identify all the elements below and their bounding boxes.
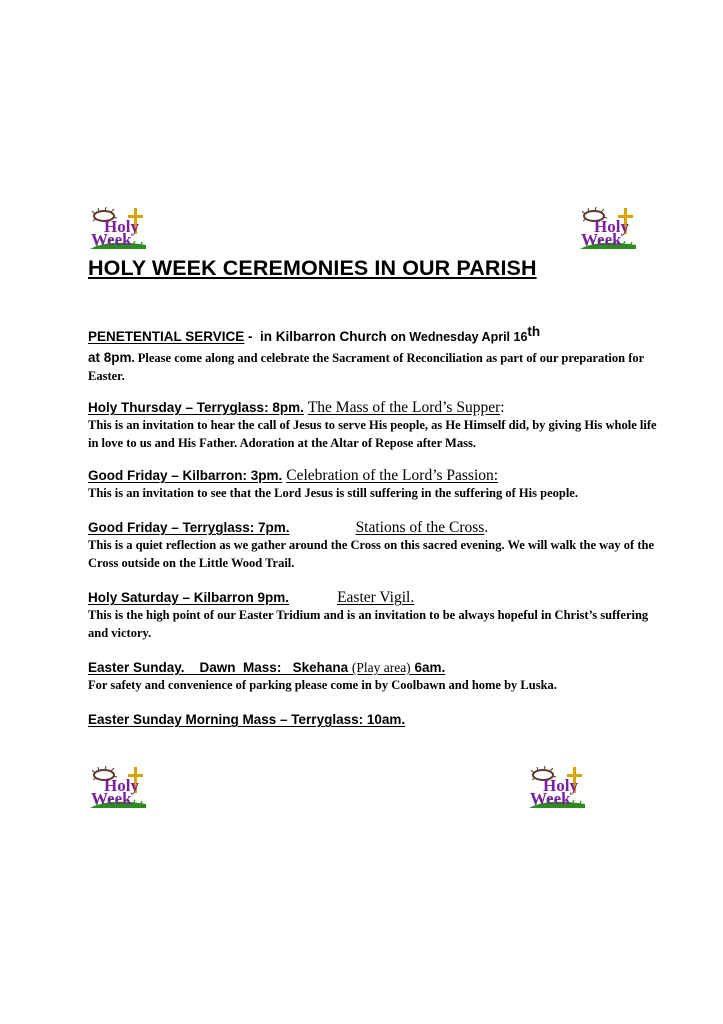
dawn-place-note: (Play area) xyxy=(351,660,411,675)
logo-line2: Week xyxy=(91,230,132,249)
friday-terryglass-heading: Good Friday – Terryglass: 7pm. xyxy=(88,520,290,535)
morning-heading: Easter Sunday Morning Mass – Terryglass: 10am. xyxy=(88,712,406,727)
logo-line1: Holy xyxy=(543,776,578,795)
thursday-heading: Holy Thursday – Terryglass: 8pm. xyxy=(88,400,304,415)
dawn-heading: Easter Sunday. Dawn Mass: Skehana xyxy=(88,660,352,675)
holy-week-logo-top-right xyxy=(578,205,640,251)
section-easter-dawn xyxy=(88,658,663,695)
section-holy-saturday xyxy=(88,588,663,642)
logo-line1: Holy xyxy=(104,776,139,795)
saturday-event: Easter Vigil. xyxy=(337,589,415,606)
holy-week-logo-bottom-right xyxy=(527,764,589,810)
friday-kilbarron-event: Celebration of the Lord’s Passion: xyxy=(286,467,499,484)
section-penitential: PENETENTIAL SERVICE - in Kilbarron Church on Wednesday April 16th at 8pm. Please come along and celebrate the Sacrament of Reconciliation as part of our preparation for Easter. xyxy=(88,324,644,383)
section-holy-thursday: Holy Thursday – Terryglass: 8pm. The Mass of the Lord’s Supper: This is an invitation to hear the call of Jesus to serve His people, as He Himself did, by giving His whole life in love to us and His Father. Adoration at the Altar of Repose after Mass. xyxy=(88,398,663,452)
saturday-heading: Holy Saturday – Kilbarron 9pm. xyxy=(88,590,290,605)
holy-week-logo-bottom-left xyxy=(88,764,150,810)
logo-line2: Week xyxy=(91,789,132,808)
friday-kilbarron-heading: Good Friday – Kilbarron: 3pm. xyxy=(88,468,283,483)
logo-line1: Holy xyxy=(594,217,629,236)
page-title: HOLY WEEK CEREMONIES IN OUR PARISH xyxy=(88,256,537,280)
dawn-time: 6am. xyxy=(410,660,446,675)
penitential-location: in Kilbarron Church xyxy=(260,329,391,344)
dawn-text: For safety and convenience of parking please come in by Coolbawn and home by Luska. xyxy=(88,678,557,692)
friday-terryglass-event: Stations of the Cross xyxy=(355,519,485,536)
friday-kilbarron-text: This is an invitation to see that the Lord Jesus is still suffering in the suffering of His people. xyxy=(88,486,578,500)
logo-line2: Week xyxy=(530,789,571,808)
logo-line1: Holy xyxy=(104,217,139,236)
penitential-time: at 8pm xyxy=(88,350,132,365)
section-good-friday-terryglass: Good Friday – Terryglass: 7pm. Stations of the Cross. This is a quiet reflection as we gather around the Cross on this sacred evening. We will walk the way of the Cross outside on the Little Wood Trail. xyxy=(88,518,663,572)
penitential-label: PENETENTIAL SERVICE xyxy=(88,329,245,344)
penitential-date: on Wednesday April 16 xyxy=(390,330,528,344)
saturday-text: This is the high point of our Easter Tridium and is an invitation to be always hopeful in Christ’s suffering and victory. xyxy=(88,608,649,640)
section-good-friday-kilbarron xyxy=(88,466,663,503)
section-easter-morning xyxy=(88,710,663,729)
thursday-text: This is an invitation to hear the call of Jesus to serve His people, as He Himself did, by giving His whole life in love to us and His Father. Adoration at the Altar of Repose after Mass. xyxy=(88,418,657,450)
logo-line2: Week xyxy=(581,230,622,249)
penitential-text: . Please come along and celebrate the Sacrament of Reconciliation as part of our preparation for Easter. xyxy=(88,351,644,383)
holy-week-logo-top-left xyxy=(88,205,150,251)
thursday-event: The Mass of the Lord’s Supper xyxy=(307,399,501,416)
friday-terryglass-text: This is a quiet reflection as we gather around the Cross on this sacred evening. We will walk the way of the Cross outside on the Little Wood Trail. xyxy=(88,538,654,570)
